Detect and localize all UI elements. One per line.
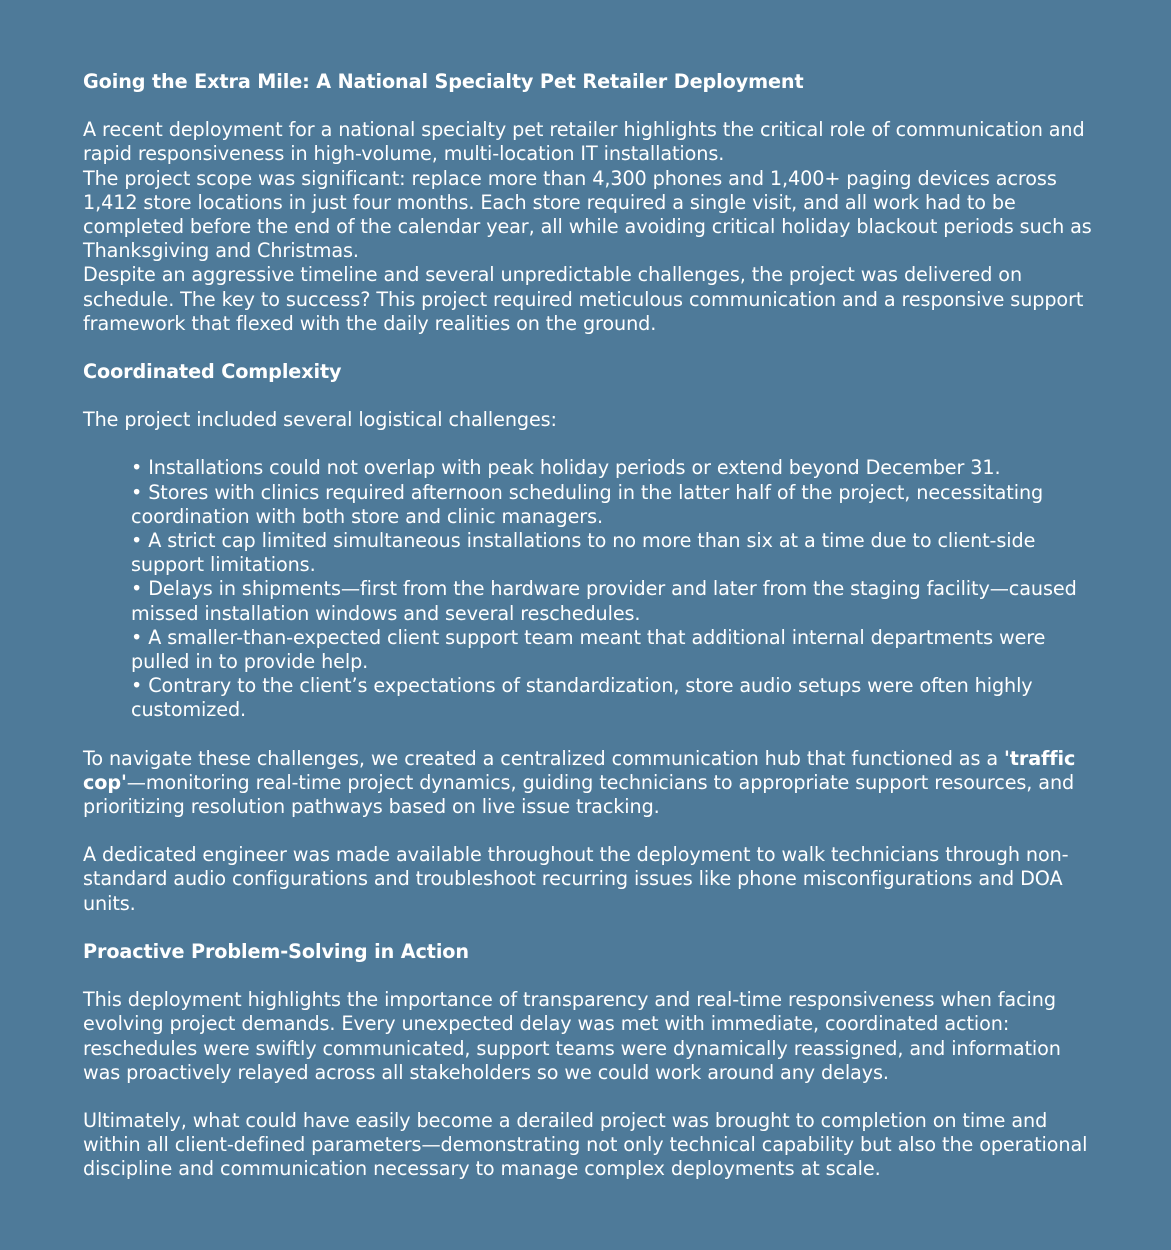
transparency-paragraph: This deployment highlights the importance of transparency and real-time responsiveness when facing evolving project demands. Every unexpected delay was met with immediate, coordinated action: reschedules were swiftly communicated, support teams were dynamically reassigned, and information was proactively relayed across all stakeholders so we could work around any delays. (83, 988, 1061, 1084)
conclusion-paragraph: Ultimately, what could have easily become a derailed project was brought to completion on time and within all client-defined parameters—demonstrating not only technical capability but also the operational discipline and communication necessary to manage complex deployments at scale. (83, 1108, 1088, 1181)
engineer-paragraph: A dedicated engineer was made available throughout the deployment to walk technicians through non-standard audio configurations and troubleshoot recurring issues like phone misconfigurations and DOA units. (83, 843, 1069, 915)
hub-text-after: —monitoring real-time project dynamics, guiding technicians to appropriate support resources, and prioritizing resolution pathways based on live issue tracking. (83, 770, 1075, 819)
section-heading-proactive: Proactive Problem-Solving in Action (83, 939, 469, 963)
list-item: • Contrary to the client’s expectations of standardization, store audio setups were often highly customized. (131, 674, 1093, 722)
scope-paragraph: The project scope was significant: replace more than 4,300 phones and 1,400+ paging devices across 1,412 store locations in just four months. Each store required a single visit, and all work had to be completed before the end of the calendar year, all while avoiding critical holiday blackout periods such as Thanksgiving and Christmas. (83, 166, 1092, 263)
intro-paragraph: A recent deployment for a national specialty pet retailer highlights the critical role of communication and rapid responsiveness in high-volume, multi-location IT installations. (83, 118, 1085, 166)
challenges-lead: The project included several logistical challenges: (83, 408, 557, 432)
list-item: • Delays in shipments—first from the hardware provider and later from the staging facility—caused missed installation windows and several reschedules. (131, 577, 1093, 625)
article (83, 70, 1093, 1182)
hub-paragraph (83, 747, 1093, 820)
list-item: • A strict cap limited simultaneous installations to no more than six at a time due to client-side support limitations. (131, 529, 1093, 577)
section-heading-coordinated-complexity: Coordinated Complexity (83, 360, 342, 384)
traffic-cop-emphasis: 'traffic cop' (83, 746, 1076, 794)
list-item: • Installations could not overlap with peak holiday periods or extend beyond December 31. (131, 456, 1093, 480)
article-title: Going the Extra Mile: A National Specialty Pet Retailer Deployment (83, 70, 804, 93)
outcome-paragraph: Despite an aggressive timeline and several unpredictable challenges, the project was delivered on schedule. The key to success? This project required meticulous communication and a responsive support framework that flexed with the daily realities on the ground. (83, 263, 1084, 335)
hub-text-before: To navigate these challenges, we created a centralized communication hub that functioned as a (83, 746, 1004, 770)
challenges-list (83, 456, 1093, 722)
list-item: • A smaller-than-expected client support team meant that additional internal departments were pulled in to provide help. (131, 626, 1093, 674)
list-item: • Stores with clinics required afternoon scheduling in the latter half of the project, necessitating coordination with both store and clinic managers. (131, 481, 1093, 529)
